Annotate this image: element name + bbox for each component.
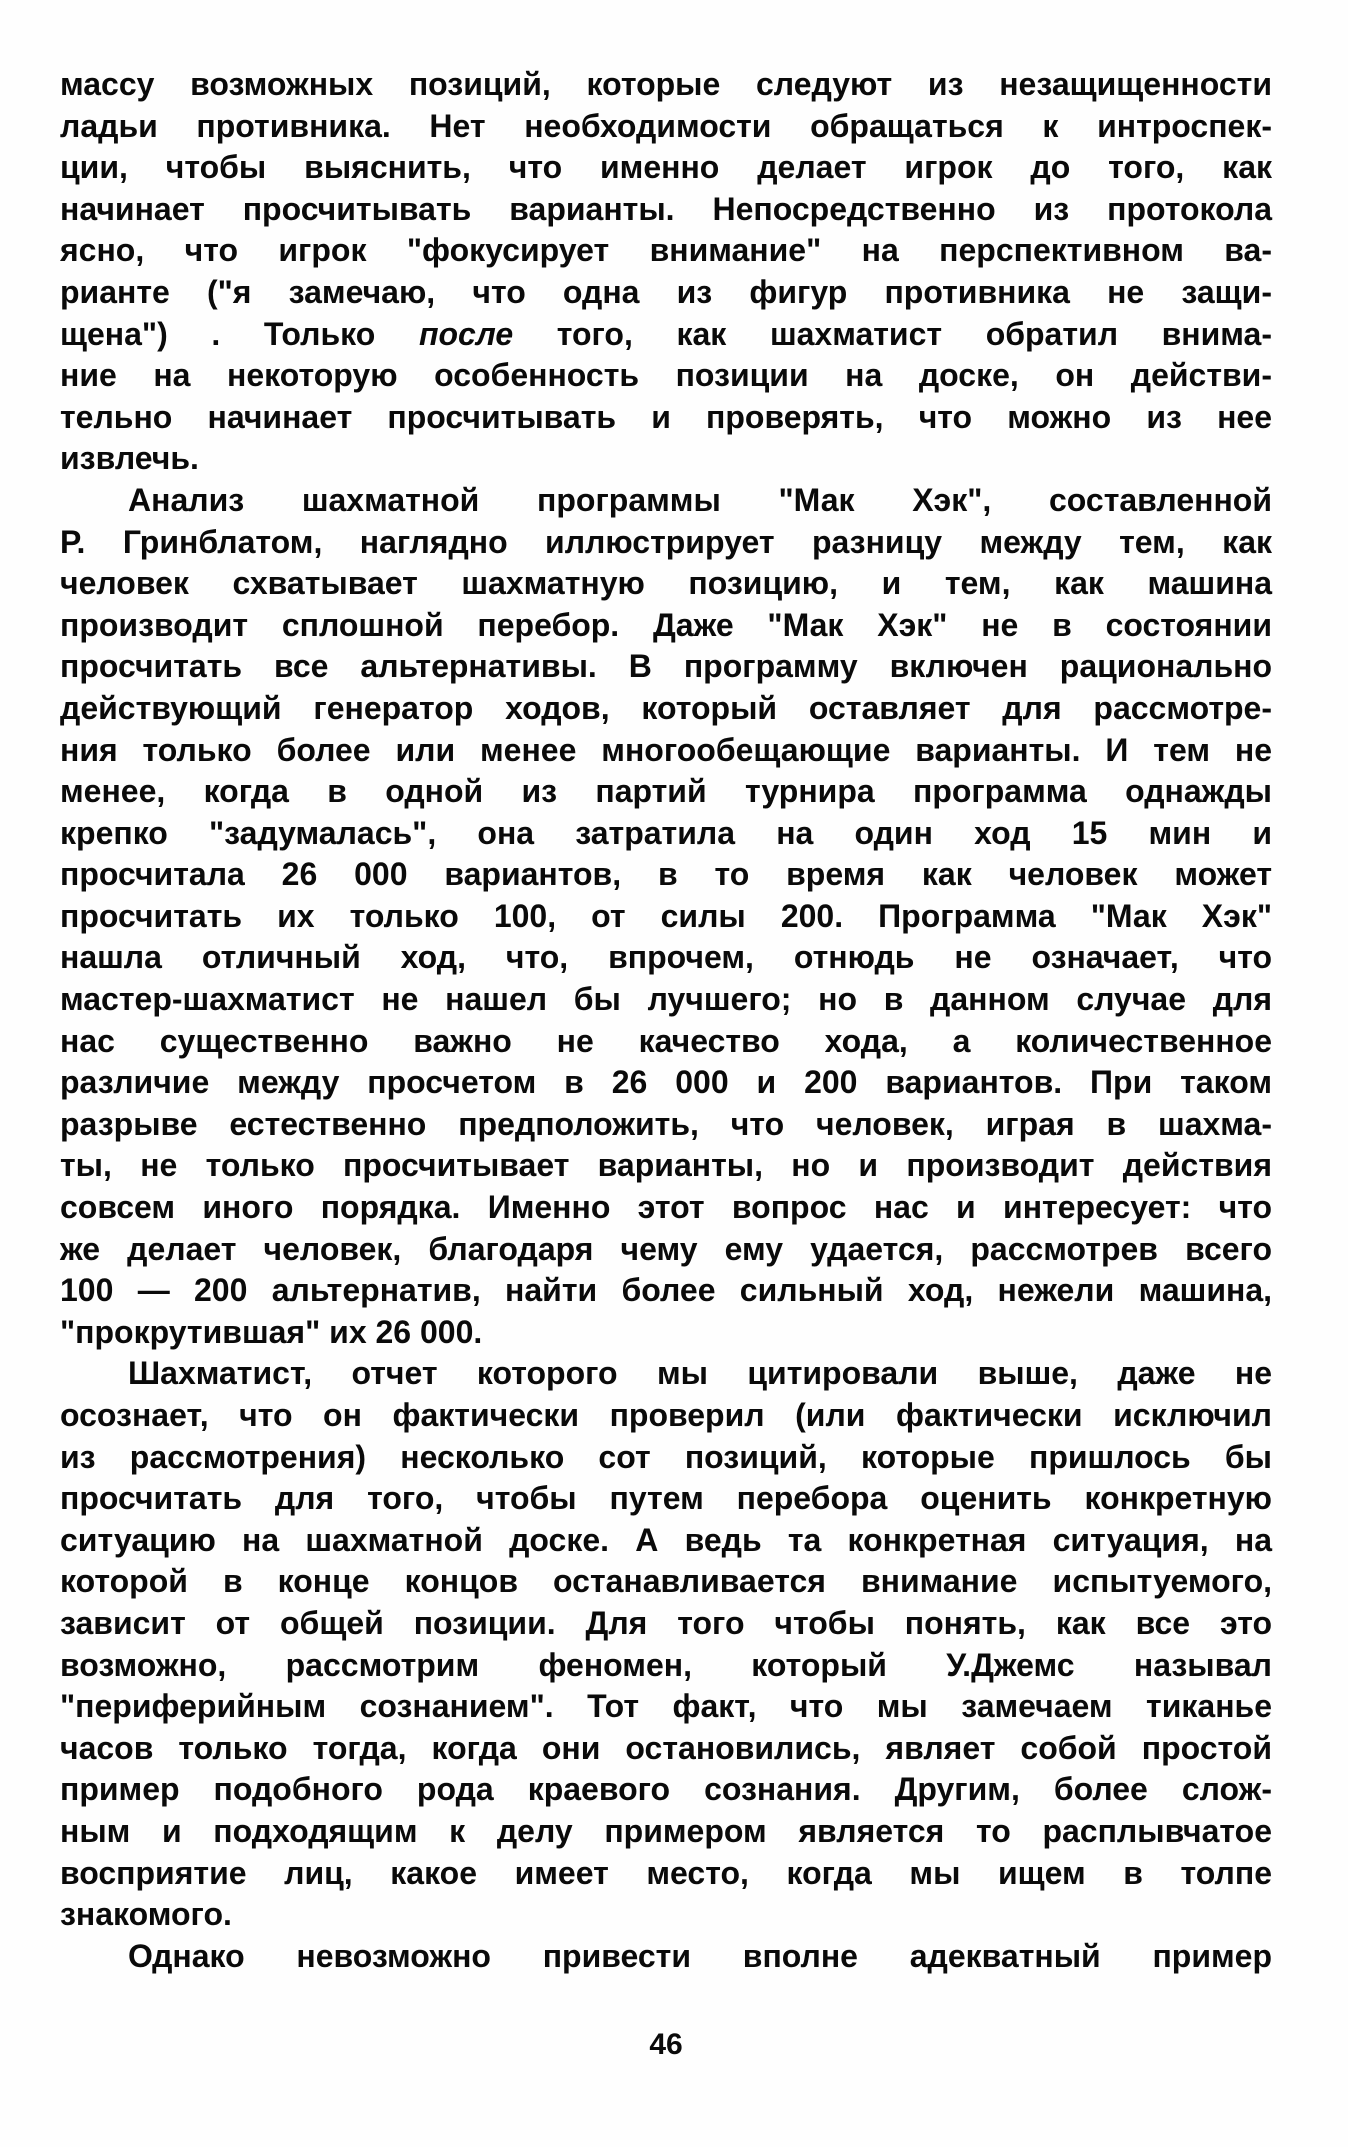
text-line: знакомого.	[60, 1896, 232, 1933]
text-line: просчитать все альтернативы. В программу включен рационально	[60, 648, 1272, 685]
text-line: Р. Гринблатом, наглядно иллюстрирует разницу между тем, как	[60, 523, 1272, 560]
text-line: человек схватывает шахматную позицию, и тем, как машина	[60, 565, 1272, 602]
text-line: мастер-шахматист не нашел бы лучшего; но в данном случае для	[60, 981, 1272, 1018]
paragraph	[60, 1936, 1272, 1978]
text-line: возможно, рассмотрим феномен, который У.Джемс называл	[60, 1646, 1272, 1683]
text-line: тельно начинает просчитывать и проверять, что можно из нее	[60, 398, 1272, 435]
text-line: различие между просчетом в 26 000 и 200 вариантов. При таком	[60, 1064, 1272, 1101]
text-line: пример подобного рода краевого сознания. Другим, более слож-	[60, 1771, 1272, 1808]
text-line: Шахматист, отчет которого мы цитировали выше, даже не	[128, 1355, 1272, 1392]
text-line: часов только тогда, когда они остановились, являет собой простой	[60, 1729, 1272, 1766]
text-line: ты, не только просчитывает варианты, но и производит действия	[60, 1147, 1272, 1184]
page-number: 46	[649, 2028, 683, 2061]
text-line: ситуацию на шахматной доске. А ведь та конкретная ситуация, на	[60, 1521, 1272, 1558]
text-line	[60, 314, 1272, 356]
text-line: действующий генератор ходов, который оставляет для рассмотре-	[60, 689, 1272, 726]
text-line: просчитать для того, чтобы путем перебора оценить конкретную	[60, 1480, 1272, 1517]
text-line: производит сплошной перебор. Даже "Мак Хэк" не в состоянии	[60, 606, 1272, 643]
paragraph	[60, 480, 1272, 1353]
text-line: восприятие лиц, какое имеет место, когда мы ищем в толпе	[60, 1854, 1272, 1891]
text-line: массу возможных позиций, которые следуют из незащищенности	[60, 66, 1272, 102]
text-line: совсем иного порядка. Именно этот вопрос нас и интересует: что	[60, 1189, 1272, 1226]
emphasized-word: после	[418, 315, 514, 352]
text-line: "прокрутившая" их 26 000.	[60, 1313, 483, 1350]
text-line: рианте ("я замечаю, что одна из фигур противника не защи-	[60, 273, 1272, 310]
text-line: ции, чтобы выяснить, что именно делает игрок до того, как	[60, 149, 1272, 186]
text-line: Однако невозможно привести вполне адекватный пример	[128, 1937, 1272, 1974]
text-line: разрыве естественно предположить, что человек, играя в шахма-	[60, 1105, 1272, 1142]
text-line: ние на некоторую особенность позиции на доске, он действи-	[60, 357, 1272, 394]
paragraph	[60, 64, 1272, 480]
text-line: зависит от общей позиции. Для того чтобы понять, как все это	[60, 1604, 1272, 1641]
text-line: начинает просчитывать варианты. Непосредственно из протокола	[60, 190, 1272, 227]
text-line: которой в конце концов останавливается внимание испытуемого,	[60, 1563, 1272, 1600]
text-line: ным и подходящим к делу примером является то расплывчатое	[60, 1812, 1272, 1849]
text-line: осознает, что он фактически проверил (или фактически исключил	[60, 1397, 1272, 1433]
text-segment: того, как шахматист обратил внима-	[513, 315, 1273, 352]
text-line: "периферийным сознанием". Тот факт, что мы замечаем тиканье	[60, 1688, 1272, 1725]
text-line: просчитала 26 000 вариантов, в то время как человек может	[60, 856, 1272, 893]
text-line: крепко "задумалась", она затратила на один ход 15 мин и	[60, 814, 1272, 851]
text-block	[60, 64, 1272, 1977]
text-line: ния только более или менее многообещающие варианты. И тем не	[60, 731, 1272, 768]
text-segment: щена") . Только	[60, 315, 419, 352]
text-line: же делает человек, благодаря чему ему удается, рассмотрев всего	[60, 1230, 1272, 1267]
text-line: Анализ шахматной программы "Мак Хэк", составленной	[128, 481, 1272, 518]
text-line: нашла отличный ход, что, впрочем, отнюдь не означает, что	[60, 939, 1272, 976]
text-line: нас существенно важно не качество хода, а количественное	[60, 1022, 1272, 1059]
text-line: ладьи противника. Нет необходимости обращаться к интроспек-	[60, 107, 1272, 144]
paragraph	[60, 1353, 1272, 1935]
text-line: 100 — 200 альтернатив, найти более сильный ход, нежели машина,	[60, 1272, 1272, 1309]
text-line: ясно, что игрок "фокусирует внимание" на перспективном ва-	[60, 232, 1272, 269]
text-line: извлечь.	[60, 440, 199, 477]
text-line: из рассмотрения) несколько сот позиций, которые пришлось бы	[60, 1438, 1272, 1475]
text-line: менее, когда в одной из партий турнира программа однажды	[60, 773, 1272, 810]
text-line: просчитать их только 100, от силы 200. Программа "Мак Хэк"	[60, 897, 1272, 934]
